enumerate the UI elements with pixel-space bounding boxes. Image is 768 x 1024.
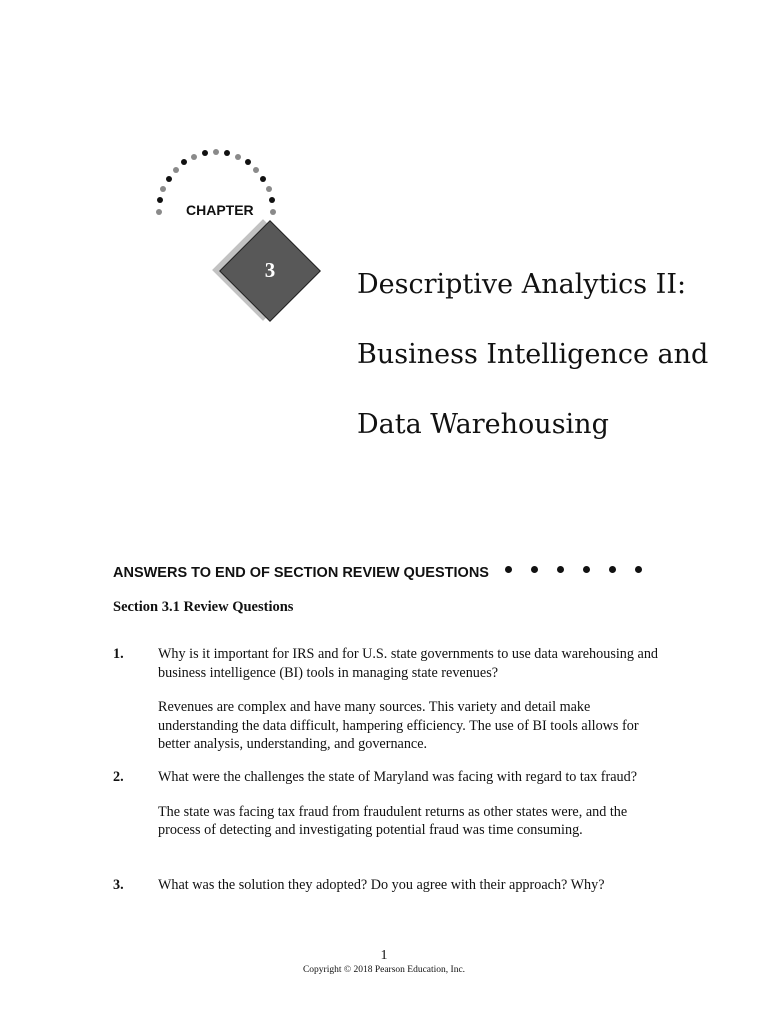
arc-dot <box>202 150 208 156</box>
decoration-dot <box>609 566 616 573</box>
arc-dot <box>224 150 230 156</box>
decoration-dot <box>505 566 512 573</box>
question-text: What was the solution they adopted? Do you agree with their approach? Why? <box>158 877 605 893</box>
chapter-title-line: Descriptive Analytics II: <box>357 269 687 300</box>
question-number: 2. <box>113 769 124 785</box>
chapter-title-line: Business Intelligence and <box>357 339 709 370</box>
subsection-title: Section 3.1 Review Questions <box>113 599 294 615</box>
arc-dot <box>213 149 219 155</box>
arc-dot <box>156 209 162 215</box>
arc-dot <box>266 186 272 192</box>
question-text: Why is it important for IRS and for U.S. state governments to use data warehousing and business intelligence (BI) tools in managing state revenues? <box>158 646 659 681</box>
arc-dot <box>245 159 251 165</box>
arc-dot <box>181 159 187 165</box>
question-item <box>113 768 658 840</box>
chapter-title <box>357 250 757 460</box>
copyright-notice: Copyright © 2018 Pearson Education, Inc. <box>302 965 466 975</box>
chapter-label: CHAPTER <box>186 202 254 218</box>
question-text: What were the challenges the state of Maryland was facing with regard to tax fraud? <box>158 769 638 785</box>
arc-dot <box>235 154 241 160</box>
question-item <box>113 876 658 895</box>
decoration-dot <box>635 566 642 573</box>
arc-dot <box>191 154 197 160</box>
answer-text: Revenues are complex and have many sources. This variety and detail make understanding the data difficult, hampering efficiency. The use of BI tools allows for better analysis, understanding, and governance. <box>158 699 639 752</box>
chapter-number: 3 <box>264 258 276 282</box>
chapter-title-line: Data Warehousing <box>357 409 609 440</box>
arc-dot <box>269 197 275 203</box>
decoration-dot <box>557 566 564 573</box>
question-number: 3. <box>113 877 124 893</box>
arc-dot <box>260 176 266 182</box>
arc-dot <box>270 209 276 215</box>
decoration-dot <box>583 566 590 573</box>
arc-dot <box>253 167 259 173</box>
arc-dot <box>160 186 166 192</box>
page-number: 1 <box>380 948 388 963</box>
section-heading: ANSWERS TO END OF SECTION REVIEW QUESTIONS <box>113 565 489 581</box>
question-number: 1. <box>113 646 124 662</box>
arc-dot <box>166 176 172 182</box>
arc-dot <box>157 197 163 203</box>
question-item <box>113 645 658 754</box>
answer-text: The state was facing tax fraud from fraudulent returns as other states were, and the process of detecting and investigating potential fraud was time consuming. <box>158 803 628 838</box>
arc-dot <box>173 167 179 173</box>
decoration-dot <box>531 566 538 573</box>
